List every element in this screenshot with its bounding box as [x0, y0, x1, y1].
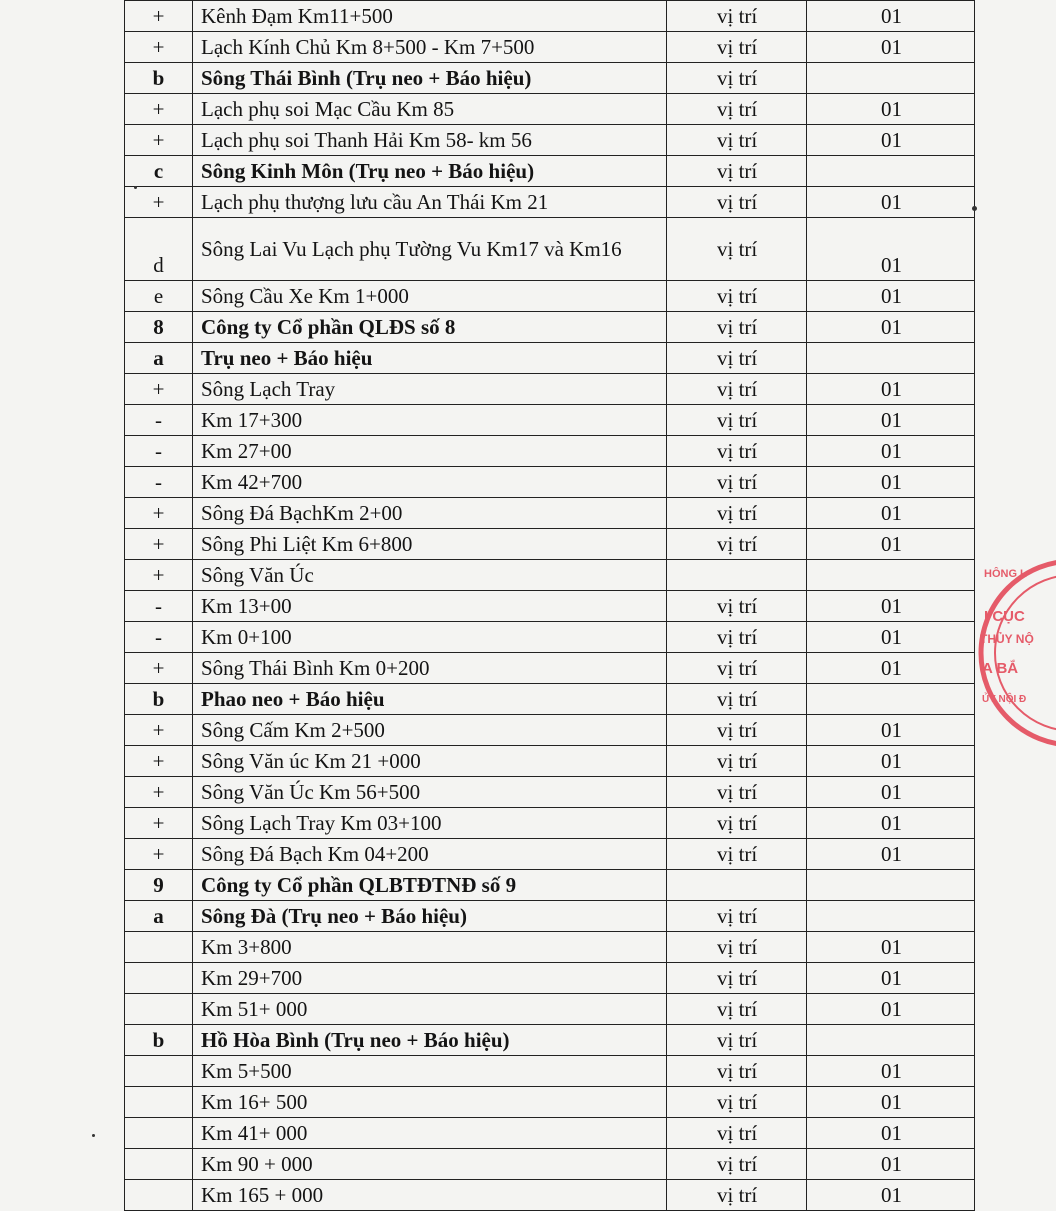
row-marker: b [125, 1025, 193, 1056]
row-unit: vị trí [667, 1, 807, 32]
row-item-name: Km 90 + 000 [193, 1149, 667, 1180]
row-quantity: 01 [807, 1056, 975, 1087]
row-quantity [807, 63, 975, 94]
row-marker: + [125, 32, 193, 63]
scan-speck [134, 186, 137, 189]
row-marker: + [125, 374, 193, 405]
row-quantity: 01 [807, 281, 975, 312]
row-marker [125, 1087, 193, 1118]
table-row [125, 1180, 975, 1211]
row-quantity: 01 [807, 777, 975, 808]
table-row [125, 777, 975, 808]
row-item-name: Sông Lạch Tray [193, 374, 667, 405]
row-marker: - [125, 591, 193, 622]
row-item-name: Sông Lạch Tray Km 03+100 [193, 808, 667, 839]
row-marker: - [125, 467, 193, 498]
row-item-name: Sông Thái Bình Km 0+200 [193, 653, 667, 684]
row-quantity: 01 [807, 529, 975, 560]
row-unit: vị trí [667, 405, 807, 436]
row-item-name: Sông Văn Úc [193, 560, 667, 591]
row-unit: vị trí [667, 312, 807, 343]
row-quantity: 01 [807, 374, 975, 405]
row-item-name: Sông Cầu Xe Km 1+000 [193, 281, 667, 312]
table-row [125, 684, 975, 715]
table-row [125, 591, 975, 622]
row-marker: a [125, 901, 193, 932]
stamp-text-2: I CỤC [984, 608, 1025, 625]
table-row [125, 467, 975, 498]
row-unit: vị trí [667, 187, 807, 218]
row-marker: - [125, 622, 193, 653]
row-unit: vị trí [667, 281, 807, 312]
row-marker: + [125, 529, 193, 560]
table-row [125, 1118, 975, 1149]
row-quantity: 01 [807, 218, 975, 281]
row-item-name: Km 27+00 [193, 436, 667, 467]
row-unit: vị trí [667, 1149, 807, 1180]
table-row [125, 94, 975, 125]
row-item-name: Km 29+700 [193, 963, 667, 994]
table-row [125, 125, 975, 156]
row-marker: d [125, 218, 193, 281]
row-unit: vị trí [667, 591, 807, 622]
row-quantity [807, 870, 975, 901]
row-item-name: Sông Đá BạchKm 2+00 [193, 498, 667, 529]
row-item-name: Km 42+700 [193, 467, 667, 498]
row-quantity: 01 [807, 808, 975, 839]
row-unit: vị trí [667, 467, 807, 498]
row-unit: vị trí [667, 963, 807, 994]
table-row [125, 1025, 975, 1056]
table-row [125, 374, 975, 405]
row-item-name: Km 0+100 [193, 622, 667, 653]
row-quantity: 01 [807, 1, 975, 32]
row-unit: vị trí [667, 125, 807, 156]
row-unit: vị trí [667, 901, 807, 932]
table-row [125, 32, 975, 63]
row-unit: vị trí [667, 994, 807, 1025]
stamp-text-4: A BẮ [982, 660, 1019, 677]
row-item-name: Sông Cấm Km 2+500 [193, 715, 667, 746]
row-unit: vị trí [667, 343, 807, 374]
row-quantity [807, 560, 975, 591]
table-row [125, 808, 975, 839]
scan-speck [972, 206, 977, 211]
row-item-name: Sông Văn úc Km 21 +000 [193, 746, 667, 777]
stamp-text-5: ỦY NỘI Đ [982, 694, 1027, 705]
table-row [125, 560, 975, 591]
table-row [125, 218, 975, 281]
row-unit: vị trí [667, 94, 807, 125]
row-marker: + [125, 777, 193, 808]
row-quantity: 01 [807, 1118, 975, 1149]
row-item-name: Lạch phụ thượng lưu cầu An Thái Km 21 [193, 187, 667, 218]
row-item-name: Km 5+500 [193, 1056, 667, 1087]
row-item-name: Công ty Cổ phần QLBTĐTNĐ số 9 [193, 870, 667, 901]
row-marker: 8 [125, 312, 193, 343]
table-row [125, 963, 975, 994]
row-marker [125, 1056, 193, 1087]
row-quantity: 01 [807, 94, 975, 125]
row-quantity [807, 343, 975, 374]
table-row [125, 715, 975, 746]
row-unit: vị trí [667, 529, 807, 560]
row-marker: + [125, 808, 193, 839]
row-quantity: 01 [807, 932, 975, 963]
row-unit: vị trí [667, 156, 807, 187]
row-item-name: Km 3+800 [193, 932, 667, 963]
table-row [125, 622, 975, 653]
table-row [125, 343, 975, 374]
table-row [125, 746, 975, 777]
row-unit: vị trí [667, 715, 807, 746]
row-quantity: 01 [807, 312, 975, 343]
location-table [124, 0, 975, 1211]
row-unit: vị trí [667, 777, 807, 808]
row-unit: vị trí [667, 808, 807, 839]
table-row [125, 1056, 975, 1087]
row-item-name: Lạch phụ soi Mạc Cầu Km 85 [193, 94, 667, 125]
row-unit: vị trí [667, 1180, 807, 1211]
row-item-name: Km 16+ 500 [193, 1087, 667, 1118]
row-quantity: 01 [807, 187, 975, 218]
row-quantity: 01 [807, 436, 975, 467]
row-unit: vị trí [667, 746, 807, 777]
row-quantity: 01 [807, 994, 975, 1025]
row-marker [125, 932, 193, 963]
row-quantity: 01 [807, 1087, 975, 1118]
row-marker: + [125, 653, 193, 684]
row-marker: c [125, 156, 193, 187]
row-marker: + [125, 187, 193, 218]
table-row [125, 529, 975, 560]
row-unit [667, 870, 807, 901]
row-marker: + [125, 715, 193, 746]
row-marker [125, 963, 193, 994]
row-quantity: 01 [807, 591, 975, 622]
table-row [125, 312, 975, 343]
table-body [125, 1, 975, 1211]
row-unit: vị trí [667, 374, 807, 405]
row-marker: + [125, 746, 193, 777]
row-quantity: 01 [807, 405, 975, 436]
row-marker: + [125, 125, 193, 156]
table-row [125, 994, 975, 1025]
row-unit: vị trí [667, 1025, 807, 1056]
row-marker: + [125, 839, 193, 870]
row-quantity: 01 [807, 498, 975, 529]
row-marker: - [125, 436, 193, 467]
row-unit: vị trí [667, 653, 807, 684]
table-row [125, 498, 975, 529]
row-item-name: Trụ neo + Báo hiệu [193, 343, 667, 374]
red-seal-stamp [978, 548, 1056, 758]
row-quantity: 01 [807, 746, 975, 777]
row-marker: b [125, 63, 193, 94]
table-row [125, 405, 975, 436]
row-unit: vị trí [667, 218, 807, 281]
row-item-name: Lạch Kính Chủ Km 8+500 - Km 7+500 [193, 32, 667, 63]
row-quantity: 01 [807, 1180, 975, 1211]
table-row [125, 653, 975, 684]
table-row [125, 870, 975, 901]
row-quantity: 01 [807, 653, 975, 684]
row-unit: vị trí [667, 684, 807, 715]
row-unit: vị trí [667, 436, 807, 467]
table-row [125, 839, 975, 870]
row-marker: + [125, 560, 193, 591]
row-quantity [807, 156, 975, 187]
row-marker: + [125, 498, 193, 529]
table-row [125, 436, 975, 467]
table-row [125, 901, 975, 932]
row-quantity [807, 901, 975, 932]
table-row [125, 63, 975, 94]
row-unit: vị trí [667, 932, 807, 963]
row-item-name: Công ty Cổ phần QLĐS số 8 [193, 312, 667, 343]
row-quantity: 01 [807, 467, 975, 498]
row-marker: e [125, 281, 193, 312]
row-quantity: 01 [807, 1149, 975, 1180]
row-item-name: Sông Thái Bình (Trụ neo + Báo hiệu) [193, 63, 667, 94]
row-item-name: Km 165 + 000 [193, 1180, 667, 1211]
table-row [125, 187, 975, 218]
row-item-name: Sông Đà (Trụ neo + Báo hiệu) [193, 901, 667, 932]
row-unit: vị trí [667, 498, 807, 529]
row-marker [125, 1149, 193, 1180]
row-unit: vị trí [667, 622, 807, 653]
row-item-name: Sông Đá Bạch Km 04+200 [193, 839, 667, 870]
row-quantity [807, 684, 975, 715]
row-quantity [807, 1025, 975, 1056]
row-item-name: Sông Văn Úc Km 56+500 [193, 777, 667, 808]
row-item-name: Km 51+ 000 [193, 994, 667, 1025]
row-marker [125, 1180, 193, 1211]
table-row [125, 1, 975, 32]
row-unit: vị trí [667, 32, 807, 63]
row-quantity: 01 [807, 715, 975, 746]
table-row [125, 1087, 975, 1118]
row-unit: vị trí [667, 839, 807, 870]
row-unit: vị trí [667, 1056, 807, 1087]
row-item-name: Phao neo + Báo hiệu [193, 684, 667, 715]
row-marker [125, 1118, 193, 1149]
row-unit [667, 560, 807, 591]
row-marker [125, 994, 193, 1025]
row-quantity: 01 [807, 622, 975, 653]
row-unit: vị trí [667, 1118, 807, 1149]
row-item-name: Sông Lai Vu Lạch phụ Tường Vu Km17 và Km16 [193, 218, 667, 281]
row-quantity: 01 [807, 839, 975, 870]
row-marker: 9 [125, 870, 193, 901]
stamp-text-3: THỦY NỘ [980, 632, 1034, 646]
row-item-name: Sông Phi Liệt Km 6+800 [193, 529, 667, 560]
row-item-name: Lạch phụ soi Thanh Hải Km 58- km 56 [193, 125, 667, 156]
row-item-name: Km 17+300 [193, 405, 667, 436]
row-item-name: Kênh Đạm Km11+500 [193, 1, 667, 32]
row-quantity: 01 [807, 963, 975, 994]
row-marker: + [125, 1, 193, 32]
stamp-text-1: HÔNG L [984, 568, 1027, 580]
row-quantity: 01 [807, 32, 975, 63]
row-item-name: Km 13+00 [193, 591, 667, 622]
row-marker: - [125, 405, 193, 436]
row-quantity: 01 [807, 125, 975, 156]
row-marker: a [125, 343, 193, 374]
table-row [125, 156, 975, 187]
row-item-name: Hồ Hòa Bình (Trụ neo + Báo hiệu) [193, 1025, 667, 1056]
scan-speck [92, 1134, 95, 1137]
row-unit: vị trí [667, 1087, 807, 1118]
row-marker: + [125, 94, 193, 125]
row-marker: b [125, 684, 193, 715]
row-unit: vị trí [667, 63, 807, 94]
table-row [125, 281, 975, 312]
table-row [125, 932, 975, 963]
row-item-name: Km 41+ 000 [193, 1118, 667, 1149]
row-item-name: Sông Kinh Môn (Trụ neo + Báo hiệu) [193, 156, 667, 187]
table-row [125, 1149, 975, 1180]
